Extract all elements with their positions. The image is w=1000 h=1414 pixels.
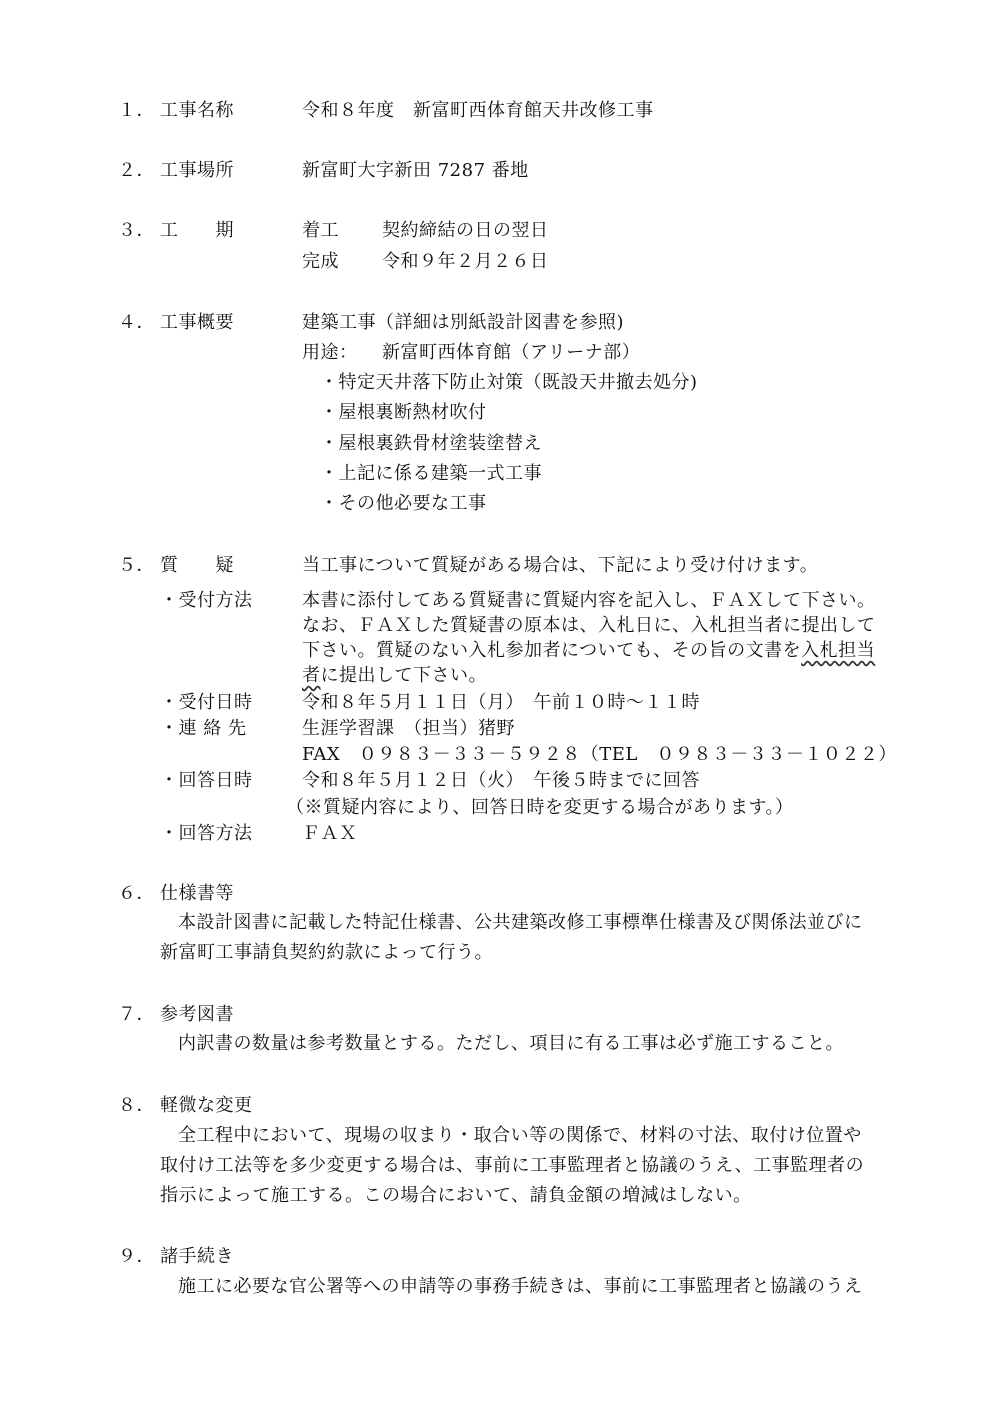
list-item: ・上記に係る建築一式工事 <box>320 463 542 484</box>
reception-method-line-3: 下さい。質疑のない入札参加者についても、その旨の文書を入札担当 <box>302 640 876 661</box>
section-1-label: 工事名称 <box>160 100 234 121</box>
section-6-line-1: 本設計図書に記載した特記仕様書、公共建築改修工事標準仕様書及び関係法並びに <box>178 912 863 933</box>
end-value: 令和９年２月２６日 <box>382 251 549 272</box>
underlined-text: 者 <box>302 665 321 686</box>
section-3-label: 工 期 <box>160 220 234 241</box>
list-item: ・屋根裏鉄骨材塗装塗替え <box>320 433 542 454</box>
section-4-value: 建築工事（詳細は別紙設計図書を参照) <box>302 312 625 333</box>
section-1-value: 令和８年度 新富町西体育館天井改修工事 <box>302 100 654 121</box>
end-label: 完成 <box>302 251 339 272</box>
contact-value: 生涯学習課 （担当）猪野 <box>302 718 515 739</box>
section-7-label: 参考図書 <box>160 1004 234 1025</box>
section-4-number: ４． <box>118 312 155 333</box>
reception-method-label: ・受付方法 <box>160 590 253 611</box>
section-6-number: ６． <box>118 883 155 904</box>
section-9-label: 諸手続き <box>160 1246 234 1267</box>
start-value: 契約締結の日の翌日 <box>382 220 549 241</box>
use-label: 用途： <box>302 342 358 363</box>
reception-date-label: ・受付日時 <box>160 692 253 713</box>
answer-date-label: ・回答日時 <box>160 770 253 791</box>
section-8-line-2: 取付け工法等を多少変更する場合は、事前に工事監理者と協議のうえ、工事監理者の <box>160 1155 865 1176</box>
reception-method-line-4: 者に提出して下さい。 <box>302 665 487 686</box>
list-item: ・屋根裏断熱材吹付 <box>320 402 487 423</box>
section-2-label: 工事場所 <box>160 160 234 181</box>
section-8-line-3: 指示によって施工する。この場合において、請負金額の増減はしない。 <box>160 1185 752 1206</box>
list-item: ・特定天井落下防止対策（既設天井撤去処分) <box>320 372 698 393</box>
list-item: ・その他必要な工事 <box>320 493 487 514</box>
section-9-line-1: 施工に必要な官公署等への申請等の事務手続きは、事前に工事監理者と協議のうえ <box>178 1276 863 1297</box>
section-4-label: 工事概要 <box>160 312 234 333</box>
reception-method-line-2: なお、ＦＡＸした質疑書の原本は、入札日に、入札担当者に提出して <box>302 615 876 636</box>
section-7-line-1: 内訳書の数量は参考数量とする。ただし、項目に有る工事は必ず施工すること。 <box>178 1033 844 1054</box>
section-7-number: ７． <box>118 1004 155 1025</box>
section-1-number: １． <box>118 100 155 121</box>
contact-fax-tel: FAX ０９８３－３３－５９２８（TEL ０９８３－３３－１０２２） <box>302 744 897 765</box>
section-3-number: ３． <box>118 220 155 241</box>
section-6-line-2: 新富町工事請負契約約款によって行う。 <box>160 942 493 963</box>
section-2-value: 新富町大字新田 7287 番地 <box>302 160 529 181</box>
answer-method-value: ＦＡＸ <box>302 823 358 844</box>
start-label: 着工 <box>302 220 339 241</box>
answer-note: （※質疑内容により、回答日時を変更する場合があります。） <box>286 797 794 818</box>
section-8-number: ８． <box>118 1095 155 1116</box>
contact-label: ・連 絡 先 <box>160 718 247 739</box>
reception-method-line-1: 本書に添付してある質疑書に質疑内容を記入し、ＦＡＸして下さい。 <box>302 590 876 611</box>
section-5-number: ５． <box>118 555 155 576</box>
section-8-label: 軽微な変更 <box>160 1095 253 1116</box>
answer-date-value: 令和８年５月１２日（火） 午後５時までに回答 <box>302 770 700 791</box>
reception-date-value: 令和８年５月１１日（月） 午前１０時～１１時 <box>302 692 700 713</box>
section-2-number: ２． <box>118 160 155 181</box>
answer-method-label: ・回答方法 <box>160 823 253 844</box>
section-6-label: 仕様書等 <box>160 883 234 904</box>
section-8-line-1: 全工程中において、現場の収まり・取合い等の関係で、材料の寸法、取付け位置や <box>178 1125 862 1146</box>
use-value: 新富町西体育館（アリーナ部） <box>382 342 641 363</box>
section-5-label: 質 疑 <box>160 555 234 576</box>
section-9-number: ９． <box>118 1246 155 1267</box>
section-5-value: 当工事について質疑がある場合は、下記により受け付けます。 <box>302 555 819 576</box>
underlined-text: 入札担当 <box>801 640 876 661</box>
